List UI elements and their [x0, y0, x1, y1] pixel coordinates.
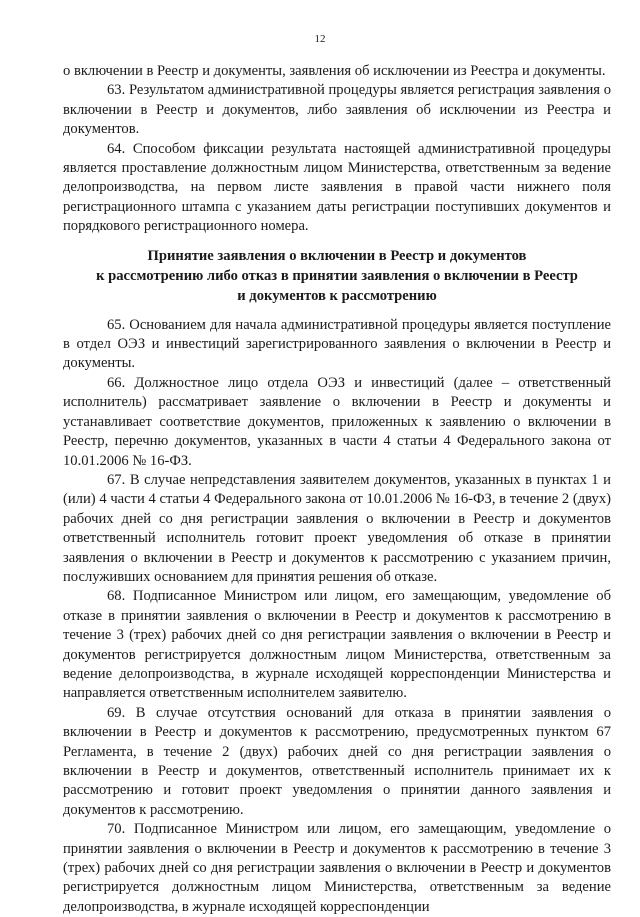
- paragraph-68: 68. Подписанное Министром или лицом, его замещающим, уведомление об отказе в принятии заявления о включении в Реестр и документов к рассмотрению в течение 3 (трех) рабочих дней со дня регистрации заявления о включении в Реестр и документов регистрируется должностным лицом Министерства, ответственным за ведение делопроизводства, в журнале исходящей корреспонденции Министерства и направляется ответственным исполнителем заявителю.: [63, 588, 611, 702]
- paragraph-66: 66. Должностное лицо отдела ОЭЗ и инвестиций (далее – ответственный исполнитель) рассматривает заявление о включении в Реестр и документы и устанавливает соответствие документов, приложенных к заявлению о включении в Реестр, перечню документов, указанных в части 4 статьи 4 Федерального закона от 10.01.2006 № 16-ФЗ.: [63, 374, 611, 469]
- paragraph-64: 64. Способом фиксации результата настоящей административной процедуры является проставление должностным лицом Министерства, ответственным за ведение делопроизводства, на первом листе заявления в правой части нижнего поля регистрационного штампа с указанием даты регистрации поступивших документов и порядкового регистрационного номера.: [63, 140, 611, 235]
- paragraph-69: 69. В случае отсутствия оснований для отказа в принятии заявления о включении в Реестр и документов к рассмотрению, предусмотренных пунктом 67 Регламента, в течение 2 (двух) рабочих дней со дня регистрации заявления о включении в Реестр и документов, ответственный исполнитель принимает их к рассмотрению и готовит проект уведомления о принятии данного заявления и документов к рассмотрению.: [63, 704, 611, 818]
- paragraph-63: 63. Результатом административной процедуры является регистрация заявления о включении в Реестр и документов, либо заявления об исключении из Реестра и документов.: [63, 82, 611, 138]
- section-heading: [63, 246, 611, 306]
- paragraph-65: 65. Основанием для начала административной процедуры является поступление в отдел ОЭЗ и инвестиций зарегистрированного заявления о включении в Реестр и документы.: [63, 316, 611, 372]
- section-heading-line-2: к рассмотрению либо отказ в принятии заявления о включении в Реестр: [96, 267, 578, 284]
- paragraph-70: 70. Подписанное Министром или лицом, его замещающим, уведомление о принятии заявления о включении в Реестр и документов к рассмотрению в течение 3 (трех) рабочих дней со дня регистрации заявления о включении в Реестр и документов регистрируется должностным лицом Министерства, ответственным за ведение делопроизводства, в журнале исходящей корреспонденции: [63, 821, 611, 915]
- paragraph-67: 67. В случае непредставления заявителем документов, указанных в пунктах 1 и (или) 4 части 4 статьи 4 Федерального закона от 10.01.2006 № 16-ФЗ, в течение 2 (двух) рабочих дней со дня регистрации заявления о включении в Реестр и документов ответственный исполнитель готовит проект уведомления об отказе в принятии заявления о включении в Реестр и документов к рассмотрению с указанием причин, послуживших основанием для принятия решения об отказе.: [63, 471, 611, 585]
- section-heading-line-1: Принятие заявления о включении в Реестр и документов: [147, 247, 527, 264]
- page-number: 12: [314, 33, 326, 45]
- document-body: [63, 62, 611, 917]
- section-heading-line-3: и документов к рассмотрению: [237, 287, 437, 304]
- paragraph-62-continuation: о включении в Реестр и документы, заявления об исключении из Реестра и документы.: [63, 63, 606, 79]
